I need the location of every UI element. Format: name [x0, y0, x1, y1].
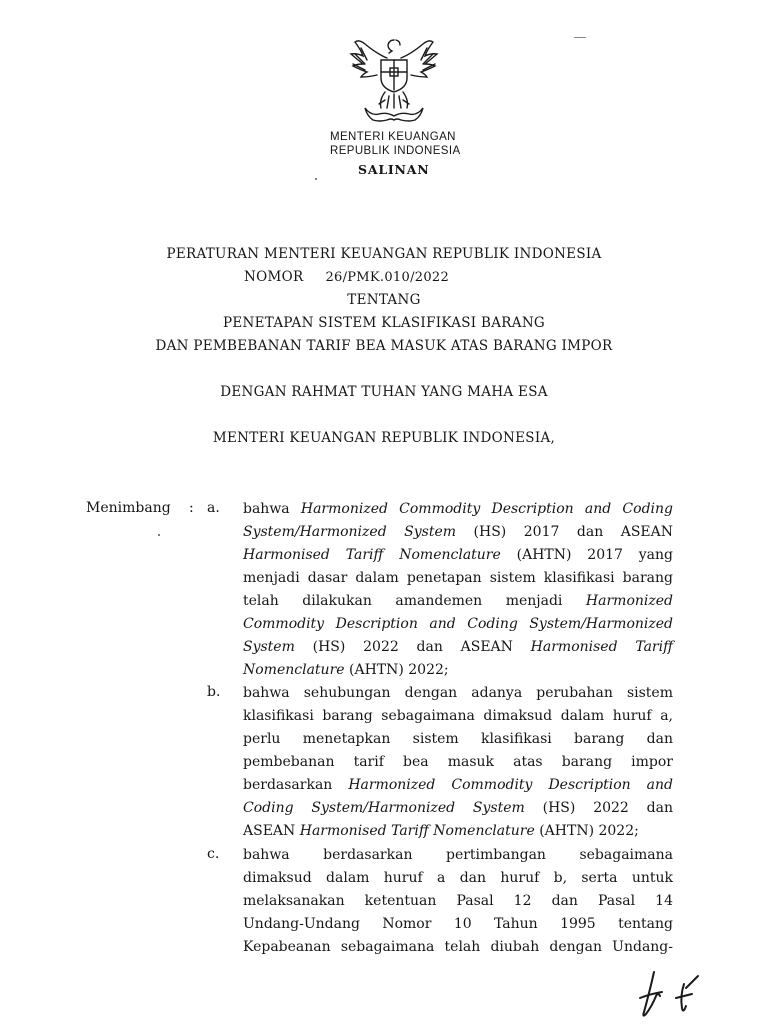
paragraph-line: ASEAN Harmonised Tariff Nomenclature (AHTN) 2022;	[243, 823, 639, 839]
paragraph-line: bahwa Harmonized Commodity Description and Coding	[243, 501, 673, 517]
garuda-emblem-icon	[341, 34, 447, 128]
paragraph-line: System (HS) 2022 dan ASEAN Harmonised Tariff	[243, 639, 674, 655]
ministry-name: MENTERI KEUANGAN	[330, 131, 456, 143]
nomor-value: 26/PMK.010/2022	[325, 270, 450, 285]
paragraph-line: Commodity Description and Coding System/Harmonized	[243, 616, 673, 632]
invocation: DENGAN RAHMAT TUHAN YANG MAHA ESA	[220, 384, 548, 400]
regulation-title: PERATURAN MENTERI KEUANGAN REPUBLIK INDONESIA	[166, 246, 602, 262]
item-marker: a.	[207, 500, 220, 516]
menimbang-label: Menimbang	[86, 500, 171, 516]
ministry-country: REPUBLIK INDONESIA	[330, 145, 461, 157]
paragraph-line: menjadi dasar dalam penetapan sistem klasifikasi barang	[243, 570, 673, 586]
issuing-authority: MENTERI KEUANGAN REPUBLIK INDONESIA,	[212, 430, 556, 446]
scan-speckle	[574, 37, 586, 38]
paragraph-line: klasifikasi barang sebagaimana dimaksud dalam huruf a,	[243, 708, 673, 724]
paragraph-line: Kepabeanan sebagaimana telah diubah dengan Undang-	[243, 939, 673, 955]
tentang-label: TENTANG	[347, 292, 421, 308]
paragraph-line: dimaksud dalam huruf a dan huruf b, serta untuk	[243, 870, 673, 886]
scan-speckle	[315, 178, 317, 180]
copy-label: SALINAN	[358, 162, 430, 177]
paragraph-line: Nomenclature (AHTN) 2022;	[243, 662, 449, 678]
paragraph-line: perlu menetapkan sistem klasifikasi barang dan	[243, 731, 673, 747]
paragraph-line: Undang-Undang Nomor 10 Tahun 1995 tentang	[243, 916, 673, 932]
item-marker: b.	[207, 684, 221, 700]
paragraph-line: Coding System/Harmonized System (HS) 2022 dan	[243, 800, 673, 816]
regulation-number-row	[244, 269, 449, 285]
scan-speckle	[158, 534, 160, 536]
subject-line-2: DAN PEMBEBANAN TARIF BEA MASUK ATAS BARANG IMPOR	[155, 338, 613, 354]
paragraph-line: Harmonised Tariff Nomenclature (AHTN) 2017 yang	[243, 547, 673, 563]
paragraph-line: melaksanakan ketentuan Pasal 12 dan Pasal 14	[243, 893, 673, 909]
handwritten-paraf-icon	[632, 968, 712, 1020]
paragraph-line: berdasarkan Harmonized Commodity Description and	[243, 777, 673, 793]
nomor-label: NOMOR	[244, 269, 304, 285]
subject-line-1: PENETAPAN SISTEM KLASIFIKASI BARANG	[222, 315, 546, 331]
paragraph-line: bahwa berdasarkan pertimbangan sebagaimana	[243, 847, 673, 863]
paragraph-line: pembebanan tarif bea masuk atas barang impor	[243, 754, 673, 770]
paragraph-line: telah dilakukan amandemen menjadi Harmonized	[243, 593, 673, 609]
paragraph-line: bahwa sehubungan dengan adanya perubahan sistem	[243, 685, 673, 701]
paragraph-line: System/Harmonized System (HS) 2017 dan ASEAN	[243, 524, 673, 540]
menimbang-colon: :	[189, 500, 194, 516]
item-marker: c.	[207, 846, 220, 862]
